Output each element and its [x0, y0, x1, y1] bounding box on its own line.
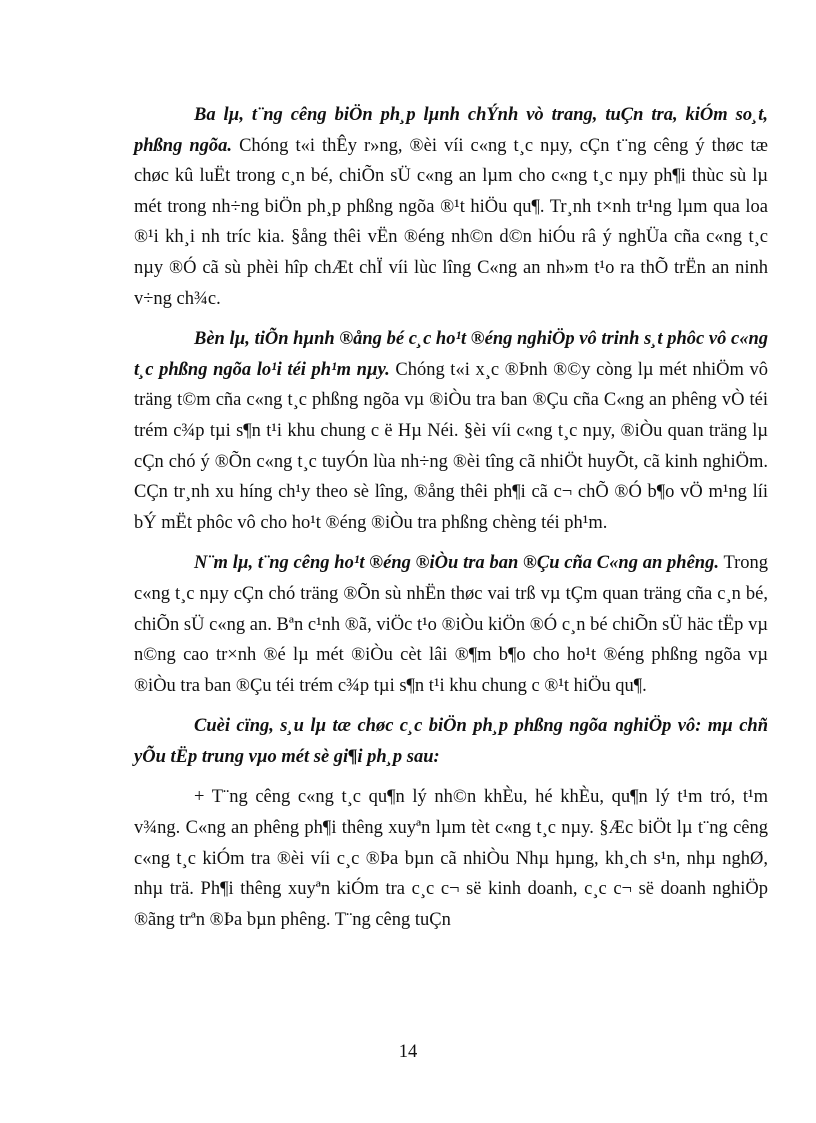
paragraph-3: [134, 548, 768, 701]
paragraph-2: [134, 324, 768, 538]
paragraph-3-text: Trong c«ng t¸c nµy cÇn chó träng ®Õn sù nhËn thøc vai trß vµ tÇm quan träng cña c¸n bé, chiÕn sÜ c«ng an. Bªn c¹nh ®ã, viÖc t¹o ®iÒu kiÖn ®Ó c¸n bé chiÕn sÜ häc tËp vµ n©ng cao tr×nh ®é lµ mét ®iÒu cèt lâi ®¶m b¶o cho ho¹t ®éng phßng ngõa vµ ®iÒu tra ban ®Çu téi trém c¾p tµi s¶n t¹i khu chung c ®¹t hiÖu qu¶.: [134, 553, 769, 696]
paragraph-5-text: + T¨ng cêng c«ng t¸c qu¶n lý nh©n khÈu, hé khÈu, qu¶n lý t¹m tró, t¹m v¾ng. C«ng an phêng ph¶i thêng xuyªn lµm tèt c«ng t¸c nµy. §Æc biÖt lµ t¨ng cêng c«ng t¸c kiÓm tra ®èi víi c¸c ®Þa bµn cã nhiÒu Nhµ hµng, kh¸ch s¹n, nhµ nghØ, nhµ trä. Ph¶i thêng xuyªn kiÓm tra c¸c c¬ së kinh doanh, c¸c c¬ së doanh nghiÖp ®ãng trªn ®Þa bµn phêng. T¨ng cêng tuÇn: [134, 787, 768, 930]
paragraph-5: [134, 782, 768, 935]
document-body: [134, 100, 768, 945]
paragraph-2-lead: Bèn lµ, tiÕn hµnh ®ång bé c¸c ho¹t ®éng nghiÖp vô trinh s¸t phôc vô c«ng t¸c phßng ngõa lo¹i téi ph¹m nµy.: [134, 329, 768, 380]
page-number: 14: [398, 1042, 418, 1062]
paragraph-4: [134, 711, 768, 772]
paragraph-4-lead: Cuèi cïng, s¸u lµ tæ chøc c¸c biÖn ph¸p phßng ngõa nghiÖp vô: mµ chñ yÕu tËp trung vµo mét sè gi¶i ph¸p sau:: [134, 716, 768, 767]
paragraph-1: [134, 100, 768, 314]
paragraph-1-text: Chóng t«i thÊy r»ng, ®èi víi c«ng t¸c nµy, cÇn t¨ng cêng ý thøc tæ chøc kû luËt trong c¸n bé, chiÕn sÜ c«ng an lµm cho c«ng t¸c nµy ph¶i thùc sù lµ mét trong nh÷ng biÖn ph¸p phßng ngõa ®¹t hiÖu qu¶. Tr¸nh t×nh tr¹ng lµm qua loa ®¹i kh¸i nh tríc kia. §ång thêi vËn ®éng nh©n d©n hiÓu râ ý nghÜa cña c«ng t¸c nµy ®Ó cã sù phèi hîp chÆt chÏ víi lùc lîng C«ng an nh»m t¹o ra thÕ trËn an ninh v÷ng ch¾c.: [134, 135, 768, 309]
paragraph-3-lead: N¨m lµ, t¨ng cêng ho¹t ®éng ®iÒu tra ban ®Çu cña C«ng an phêng.: [194, 553, 719, 574]
paragraph-1-lead: Ba lµ, t¨ng cêng biÖn ph¸p lµnh chÝnh vò trang, tuÇn tra, kiÓm so¸t, phßng ngõa.: [134, 105, 768, 156]
paragraph-2-text: Chóng t«i x¸c ®Þnh ®©y còng lµ mét nhiÖm vô träng t©m cña c«ng t¸c phßng ngõa vµ ®iÒu tra ban ®Çu cña C«ng an phêng vÒ téi trém c¾p tµi s¶n t¹i khu chung c ë Hµ Néi. §èi víi c«ng t¸c nµy, ®iÒu quan träng lµ cÇn chó ý ®Õn c«ng t¸c tuyÓn lùa nh÷ng ®èi tîng cã nhiÖt huyÕt, cã kinh nghiÖm. CÇn tr¸nh xu híng ch¹y theo sè lîng, ®ång thêi ph¶i cã c¬ chÕ ®Ó b¶o vÖ m¹ng líi bÝ mËt phôc vô cho ho¹t ®éng ®iÒu tra phßng chèng téi ph¹m.: [134, 359, 768, 533]
